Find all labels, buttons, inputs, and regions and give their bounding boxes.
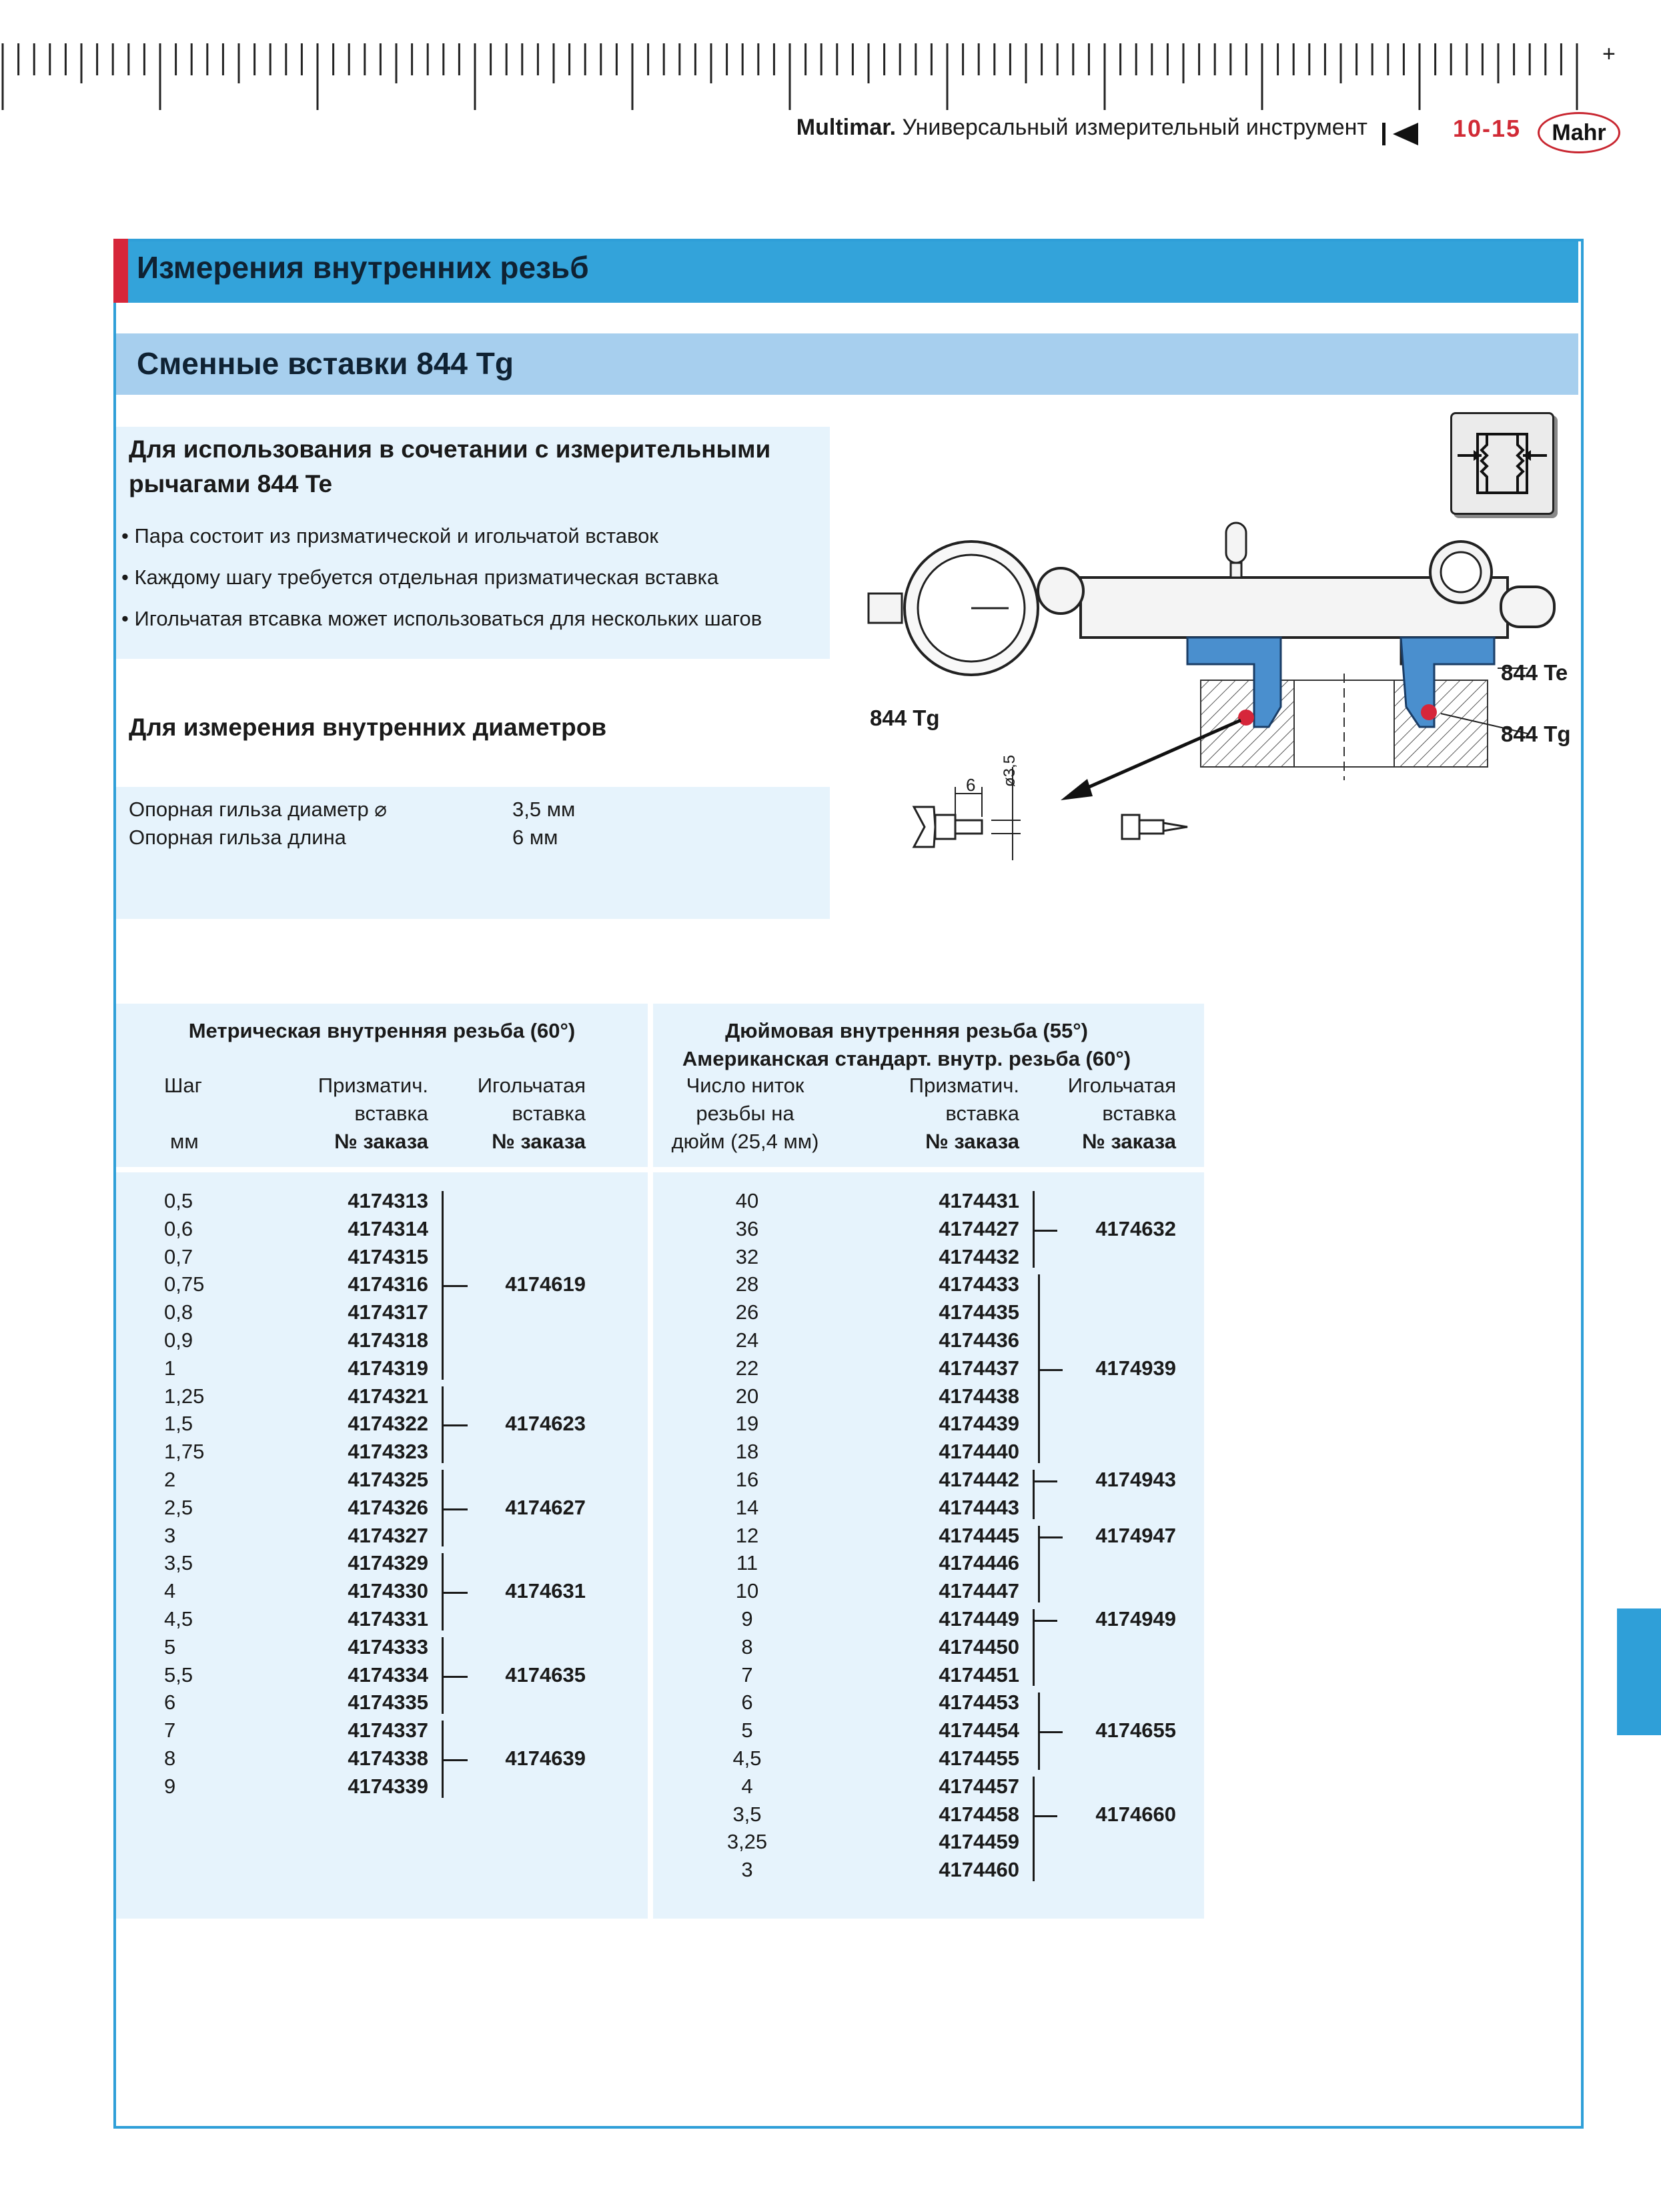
metric-prism-cell: 4174321 xyxy=(348,1384,428,1408)
spec-label: Опорная гильза длина xyxy=(129,826,346,849)
metric-pitch-cell: 5,5 xyxy=(164,1663,193,1687)
usage-bullet: • Каждому шагу требуется отдельная призматическая вставка xyxy=(121,566,719,589)
usage-bullet: • Пара состоит из призматической и игольчатой вставок xyxy=(121,524,658,547)
metric-pitch-cell: 5 xyxy=(164,1634,176,1658)
metric-prism-cell: 4174338 xyxy=(348,1747,428,1770)
metric-pitch-cell: 7 xyxy=(164,1719,176,1743)
inch-tpi-cell: 22 xyxy=(735,1356,759,1380)
inch-tpi-cell: 32 xyxy=(735,1244,759,1268)
metric-prism-cell: 4174337 xyxy=(348,1719,428,1743)
label-844-tg-left: 844 Tg xyxy=(870,706,940,730)
metric-prism-cell: 4174329 xyxy=(348,1551,428,1575)
spec-label: Опорная гильза диаметр ⌀ xyxy=(129,798,387,821)
metric-col-prism-2: вставка xyxy=(354,1102,428,1125)
inch-tpi-cell: 19 xyxy=(735,1412,759,1436)
inch-needle-cell: 4174660 xyxy=(1095,1802,1176,1826)
metric-prism-cell: 4174330 xyxy=(348,1579,428,1603)
inch-prism-cell: 4174447 xyxy=(939,1579,1019,1603)
ruler-ticks xyxy=(0,37,1628,110)
inch-tpi-cell: 40 xyxy=(735,1189,759,1212)
metric-pitch-cell: 4 xyxy=(164,1579,176,1603)
inch-needle-cell: 4174943 xyxy=(1095,1468,1176,1491)
metric-pitch-cell: 1,75 xyxy=(164,1440,205,1464)
inch-prism-cell: 4174445 xyxy=(939,1523,1019,1547)
usage-title: Для использования в сочетании с измерительными рычагами 844 Te xyxy=(129,435,771,497)
dimension-length: 6 xyxy=(966,775,976,795)
inch-tpi-cell: 36 xyxy=(735,1216,759,1240)
metric-prism-cell: 4174319 xyxy=(348,1356,428,1380)
inch-col-tpi-1: Число ниток xyxy=(686,1074,804,1097)
group-connector xyxy=(444,1759,468,1761)
group-connector xyxy=(1035,1480,1057,1482)
inch-table-title-2: Американская стандарт. внутр. резьба (60°) xyxy=(682,1047,1131,1070)
group-connector xyxy=(1035,1815,1057,1817)
metric-needle-cell: 4174635 xyxy=(505,1663,586,1687)
inch-tpi-cell: 20 xyxy=(735,1384,759,1408)
needle-insert-drawing xyxy=(1122,815,1187,839)
metric-pitch-cell: 6 xyxy=(164,1691,176,1715)
metric-col-needle-2: вставка xyxy=(512,1102,586,1125)
inch-tpi-cell: 18 xyxy=(735,1440,759,1464)
metric-prism-cell: 4174335 xyxy=(348,1691,428,1715)
inch-needle-cell: 4174655 xyxy=(1095,1719,1176,1743)
group-connector xyxy=(1035,1230,1057,1232)
metric-pitch-cell: 9 xyxy=(164,1774,176,1798)
inch-prism-cell: 4174459 xyxy=(939,1830,1019,1854)
metric-needle-cell: 4174619 xyxy=(505,1272,586,1296)
inch-prism-cell: 4174446 xyxy=(939,1551,1019,1575)
inch-tpi-cell: 4,5 xyxy=(732,1747,762,1770)
header-bar-icon xyxy=(1382,123,1386,145)
metric-col-needle-1: Игольчатая xyxy=(477,1074,586,1097)
inch-prism-cell: 4174453 xyxy=(939,1691,1019,1715)
section-accent xyxy=(113,239,128,303)
metric-prism-cell: 4174313 xyxy=(348,1189,428,1212)
metric-pitch-cell: 0,9 xyxy=(164,1328,193,1352)
inch-tpi-cell: 24 xyxy=(735,1328,759,1352)
inch-tpi-cell: 3,25 xyxy=(726,1830,768,1854)
inch-col-prism-2: вставка xyxy=(945,1102,1019,1125)
metric-prism-cell: 4174327 xyxy=(348,1523,428,1547)
metric-needle-cell: 4174631 xyxy=(505,1579,586,1603)
instrument-diagram xyxy=(861,513,1581,867)
metric-needle-cell: 4174627 xyxy=(505,1495,586,1519)
metric-prism-cell: 4174322 xyxy=(348,1412,428,1436)
inch-tpi-cell: 4 xyxy=(741,1774,753,1798)
group-connector xyxy=(1040,1369,1063,1371)
metric-pitch-cell: 3 xyxy=(164,1523,176,1547)
inch-tpi-cell: 3 xyxy=(741,1858,753,1882)
metric-col-prism-1: Призматич. xyxy=(318,1074,428,1097)
inch-col-needle-2: вставка xyxy=(1102,1102,1176,1125)
section-title: Измерения внутренних резьб xyxy=(137,250,589,285)
group-bracket xyxy=(1033,1777,1035,1881)
metric-pitch-cell: 0,7 xyxy=(164,1244,193,1268)
metric-prism-cell: 4174326 xyxy=(348,1495,428,1519)
inch-tpi-cell: 11 xyxy=(736,1551,758,1575)
inch-prism-cell: 4174439 xyxy=(939,1412,1019,1436)
inch-prism-cell: 4174436 xyxy=(939,1328,1019,1352)
inch-tpi-cell: 5 xyxy=(741,1719,753,1743)
inch-col-needle-1: Игольчатая xyxy=(1067,1074,1176,1097)
spec-value: 6 мм xyxy=(512,826,558,849)
metric-prism-cell: 4174316 xyxy=(348,1272,428,1296)
inch-prism-cell: 4174460 xyxy=(939,1858,1019,1882)
inch-prism-cell: 4174455 xyxy=(939,1747,1019,1770)
metric-pitch-cell: 1 xyxy=(164,1356,176,1380)
metric-pitch-cell: 1,25 xyxy=(164,1384,205,1408)
workpiece xyxy=(1201,674,1488,780)
group-connector xyxy=(1040,1731,1063,1733)
label-844-te: 844 Te xyxy=(1501,660,1568,685)
metric-pitch-cell: 0,5 xyxy=(164,1189,193,1212)
inch-col-tpi-3: дюйм (25,4 мм) xyxy=(671,1130,819,1153)
metric-pitch-cell: 2 xyxy=(164,1468,176,1491)
inch-prism-cell: 4174449 xyxy=(939,1607,1019,1630)
metric-prism-cell: 4174334 xyxy=(348,1663,428,1687)
inch-tpi-cell: 6 xyxy=(741,1691,753,1715)
metric-needle-cell: 4174639 xyxy=(505,1747,586,1770)
inch-prism-cell: 4174454 xyxy=(939,1719,1019,1743)
inch-prism-cell: 4174457 xyxy=(939,1774,1019,1798)
inch-table-title-1: Дюймовая внутренняя резьба (55°) xyxy=(725,1019,1088,1042)
inch-col-prism-1: Призматич. xyxy=(909,1074,1019,1097)
metric-col-pitch-3: мм xyxy=(170,1130,199,1153)
thread-measurement-icon xyxy=(1450,412,1554,515)
metric-prism-cell: 4174314 xyxy=(348,1216,428,1240)
group-connector xyxy=(444,1424,468,1426)
crosshair-mark: + xyxy=(1602,41,1616,67)
metric-table-title: Метрическая внутренняя резьба (60°) xyxy=(188,1019,576,1042)
inch-prism-cell: 4174440 xyxy=(939,1440,1019,1464)
inch-prism-cell: 4174431 xyxy=(939,1189,1019,1212)
metric-pitch-cell: 8 xyxy=(164,1747,176,1770)
inch-prism-cell: 4174427 xyxy=(939,1216,1019,1240)
back-arrow-icon[interactable] xyxy=(1393,123,1418,145)
chapter-tab[interactable] xyxy=(1617,1608,1661,1735)
spec-value: 3,5 мм xyxy=(512,798,576,821)
metric-pitch-cell: 2,5 xyxy=(164,1495,193,1519)
inch-prism-cell: 4174438 xyxy=(939,1384,1019,1408)
inch-tpi-cell: 12 xyxy=(735,1523,759,1547)
dimension-diameter: ø3,5 xyxy=(1001,754,1019,787)
metric-pitch-cell: 0,6 xyxy=(164,1216,193,1240)
inch-prism-cell: 4174458 xyxy=(939,1802,1019,1826)
inch-prism-cell: 4174432 xyxy=(939,1244,1019,1268)
metric-prism-cell: 4174333 xyxy=(348,1634,428,1658)
metric-prism-cell: 4174315 xyxy=(348,1244,428,1268)
inch-tpi-cell: 10 xyxy=(735,1579,759,1603)
metric-needle-cell: 4174623 xyxy=(505,1412,586,1436)
inch-needle-cell: 4174632 xyxy=(1095,1216,1176,1240)
metric-prism-cell: 4174331 xyxy=(348,1607,428,1630)
label-844-tg-right: 844 Tg xyxy=(1501,722,1571,746)
group-bracket xyxy=(1033,1470,1035,1519)
inch-tpi-cell: 16 xyxy=(735,1468,759,1491)
inch-prism-cell: 4174437 xyxy=(939,1356,1019,1380)
header-title xyxy=(796,115,1367,141)
inch-tpi-cell: 26 xyxy=(735,1300,759,1324)
inch-prism-cell: 4174433 xyxy=(939,1272,1019,1296)
header-brand: Multimar. xyxy=(796,115,897,140)
metric-pitch-cell: 3,5 xyxy=(164,1551,193,1575)
inch-tpi-cell: 7 xyxy=(741,1663,753,1687)
inch-tpi-cell: 8 xyxy=(741,1634,753,1658)
inch-needle-cell: 4174949 xyxy=(1095,1607,1176,1630)
group-connector xyxy=(1040,1536,1063,1538)
mahr-logo: Mahr xyxy=(1538,112,1620,153)
inch-tpi-cell: 9 xyxy=(741,1607,753,1630)
group-connector xyxy=(444,1676,468,1678)
metric-pitch-cell: 0,75 xyxy=(164,1272,205,1296)
metric-prism-cell: 4174317 xyxy=(348,1300,428,1324)
subsection-title: Сменные вставки 844 Tg xyxy=(137,346,514,381)
inch-prism-cell: 4174435 xyxy=(939,1300,1019,1324)
metric-prism-cell: 4174339 xyxy=(348,1774,428,1798)
inch-col-needle-3: № заказа xyxy=(1082,1130,1176,1153)
metric-pitch-cell: 4,5 xyxy=(164,1607,193,1630)
group-connector xyxy=(444,1285,468,1287)
metric-col-pitch-1: Шаг xyxy=(164,1074,202,1097)
inch-tpi-cell: 14 xyxy=(735,1495,759,1519)
metric-pitch-cell: 0,8 xyxy=(164,1300,193,1324)
metric-pitch-cell: 1,5 xyxy=(164,1412,193,1436)
metric-prism-cell: 4174325 xyxy=(348,1468,428,1491)
inch-needle-cell: 4174939 xyxy=(1095,1356,1176,1380)
inch-prism-cell: 4174451 xyxy=(939,1663,1019,1687)
header-subtitle: Универсальный измерительный инструмент xyxy=(902,115,1367,140)
inch-col-prism-3: № заказа xyxy=(925,1130,1019,1153)
metric-col-prism-3: № заказа xyxy=(334,1130,428,1153)
metric-prism-cell: 4174323 xyxy=(348,1440,428,1464)
inch-prism-cell: 4174450 xyxy=(939,1634,1019,1658)
inch-prism-cell: 4174443 xyxy=(939,1495,1019,1519)
page-number: 10-15 xyxy=(1453,115,1522,142)
inch-needle-cell: 4174947 xyxy=(1095,1523,1176,1547)
metric-col-needle-3: № заказа xyxy=(492,1130,586,1153)
inch-tpi-cell: 3,5 xyxy=(732,1802,762,1826)
usage-bullet: • Игольчатая втсавка может использоваться для нескольких шагов xyxy=(121,607,762,630)
table-header-divider xyxy=(116,1167,1204,1172)
inch-tpi-cell: 28 xyxy=(735,1272,759,1296)
group-connector xyxy=(444,1592,468,1594)
inch-col-tpi-2: резьбы на xyxy=(696,1102,794,1125)
inch-prism-cell: 4174442 xyxy=(939,1468,1019,1491)
inner-diameter-title: Для измерения внутренних диаметров xyxy=(129,714,607,741)
group-connector xyxy=(444,1508,468,1510)
group-connector xyxy=(1035,1620,1057,1622)
metric-prism-cell: 4174318 xyxy=(348,1328,428,1352)
